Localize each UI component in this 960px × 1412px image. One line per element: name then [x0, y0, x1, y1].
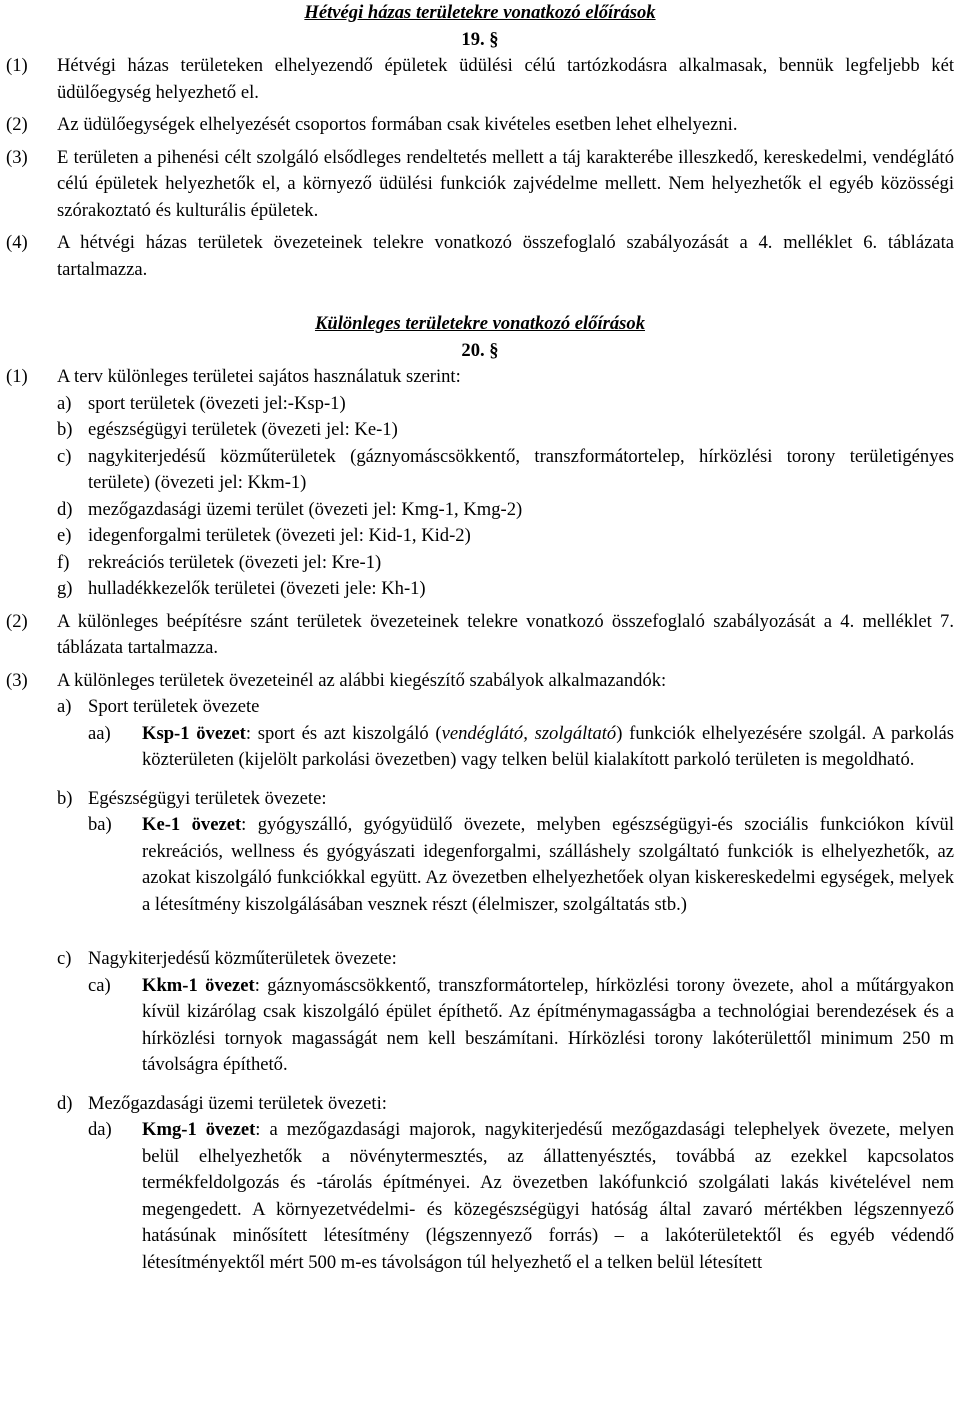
list-marker: da) — [88, 1119, 112, 1140]
paragraph-number: (1) — [6, 366, 28, 387]
s19-paragraph-1 — [6, 53, 954, 106]
list-marker: a) — [57, 392, 72, 414]
zone-code: Kkm-1 övezet — [142, 974, 255, 996]
zone-code: Kmg-1 övezet — [142, 1119, 256, 1140]
zone-text: ) funkciók elhelyezésére szolgál. A parkolás közterületen (kijelölt parkolási övezetben) vagy telken belül kialakított parkoló területen is megoldható. — [142, 722, 954, 770]
s20-paragraph-3 — [6, 668, 954, 695]
sub-item-ca — [6, 973, 954, 1079]
list-item-text: sport területek (övezeti jel:-Ksp-1) — [88, 392, 346, 414]
list-marker: b) — [57, 419, 73, 440]
list-item-text: Mezőgazdasági üzemi területek övezeti: — [88, 1092, 387, 1114]
sub-item-ba — [6, 812, 954, 918]
s19-paragraph-2 — [6, 112, 954, 139]
list-item — [6, 391, 954, 418]
zone-code: Ke-1 övezet — [142, 814, 242, 835]
s19-paragraph-4 — [6, 230, 954, 283]
paragraph-text: Az üdülőegységek elhelyezését csoportos formában csak kivételes esetben lehet elhelyezni. — [57, 114, 738, 135]
paragraph-text: E területen a pihenési célt szolgáló elsődleges rendeltetés mellett a táj karakterébe illeszkedő, kereskedelmi, vendéglátó célú épületek helyezhetők el, a környező üdülési funkciók zajvédelme mellett. Nem helyezhetők el egyéb közösségi szórakoztató és kulturális épületek. — [57, 146, 954, 221]
section-20-heading: Különleges területekre vonatkozó előírások — [314, 313, 646, 334]
paragraph-text: A hétvégi házas területek övezeteinek telekre vonatkozó összefoglaló szabályozását a 4. melléklet 6. táblázata tartalmazza. — [57, 232, 954, 280]
list-item-text: rekreációs területek (övezeti jel: Kre-1) — [88, 551, 382, 573]
paragraph-number: (2) — [6, 610, 28, 632]
paragraph-number: (3) — [6, 669, 28, 691]
list-item-text: nagykiterjedésű közműterületek (gáznyomáscsökkentő, transzformátortelep, hírközlési torony területigényes területe) (övezeti jel: Kkm-1) — [88, 445, 954, 493]
sub-item-d — [6, 1091, 954, 1118]
paragraph-number: (4) — [6, 232, 28, 253]
s19-paragraph-3 — [6, 145, 954, 225]
zone-list — [6, 391, 954, 603]
list-item-text: Egészségügyi területek övezete: — [88, 787, 327, 809]
zone-text-italic: vendéglátó, szolgáltató — [441, 722, 617, 744]
paragraph-number: (1) — [6, 55, 28, 76]
list-item-text: Sport területek övezete — [88, 696, 260, 717]
list-item-text: idegenforgalmi területek (övezeti jel: Kid-1, Kid-2) — [88, 525, 471, 546]
sub-item-c — [6, 946, 954, 973]
list-item-text: egészségügyi területek (övezeti jel: Ke-1) — [88, 419, 398, 440]
list-marker: aa) — [88, 722, 111, 744]
list-marker: d) — [57, 1092, 73, 1114]
list-item-text: Nagykiterjedésű közműterületek övezete: — [88, 948, 397, 969]
sub-item-da — [6, 1117, 954, 1276]
section-19-heading: Hétvégi házas területekre vonatkozó előírások — [304, 2, 656, 23]
paragraph-text: A különleges beépítésre szánt területek övezeteinek telekre vonatkozó összefoglaló szabályozását a 4. melléklet 7. táblázata tartalmazza. — [57, 610, 954, 658]
list-item — [6, 497, 954, 524]
section-19-number: 19. § — [461, 28, 499, 50]
paragraph-text: Hétvégi házas területeken elhelyezendő épületek üdülési célú tartózkodásra alkalmasak, bennük legfeljebb két üdülőegység helyezhető el. — [57, 55, 954, 103]
list-item — [6, 576, 954, 603]
paragraph-number: (3) — [6, 146, 28, 168]
zone-code: Ksp-1 övezet — [142, 722, 246, 744]
s20-paragraph-2 — [6, 609, 954, 662]
paragraph-number: (2) — [6, 114, 28, 135]
sub-item-b — [6, 786, 954, 813]
list-marker: d) — [57, 498, 73, 520]
list-item — [6, 417, 954, 444]
sub-item-aa — [6, 721, 954, 774]
list-marker: ba) — [88, 814, 112, 835]
list-marker: a) — [57, 696, 72, 717]
s20-paragraph-1 — [6, 364, 954, 391]
paragraph-text: A különleges területek övezeteinél az alábbi kiegészítő szabályok alkalmazandók: — [57, 669, 667, 691]
list-marker: f) — [57, 551, 70, 573]
list-item — [6, 523, 954, 550]
list-item-text: hulladékkezelők területei (övezeti jele: Kh-1) — [88, 578, 426, 599]
list-item — [6, 444, 954, 497]
list-item-text: mezőgazdasági üzemi terület (övezeti jel: Kmg-1, Kmg-2) — [88, 498, 523, 520]
list-item — [6, 550, 954, 577]
list-marker: ca) — [88, 974, 111, 996]
list-marker: e) — [57, 525, 72, 546]
zone-text: : a mezőgazdasági majorok, nagykiterjedésű mezőgazdasági telephelyek övezete, melyen belül elhelyezhetők a növénytermesztés, az állattenyésztés, továbbá az ezekkel kapcsolatos termékfeldolgozás és -tárolás építményei. Az övezetben lakófunkció szolgálati lakás kivételével nem megengedett. A környezetvédelmi- és közegészségügyi hatóság által zavaró mértékben légszennyező hatásúnak minősített létesítmény (légszennyező forrás) – a lakóterületektől és egyéb védendő létesítményektől mért 500 m-es távolságon túl helyezhető el a telken belül létesített — [142, 1119, 954, 1273]
list-marker: b) — [57, 787, 73, 809]
zone-text: : gáznyomáscsökkentő, transzformátortelep, hírközlési torony övezete, ahol a műtárgyakon kívül kizárólag csak kiszolgáló épület építhető. Az építménymagasságba a technológiai berendezések és a hírközlési tornyok magasságát nem kell beszámítani. Hírközlési torony lakóterülettől minimum 250 m távolságra építhető. — [142, 974, 954, 1075]
section-20-number: 20. § — [461, 339, 499, 361]
zone-text: : sport és azt kiszolgáló ( — [245, 722, 442, 744]
list-marker: c) — [57, 445, 72, 467]
list-marker: g) — [57, 578, 73, 599]
paragraph-text: A terv különleges területei sajátos használatuk szerint: — [57, 366, 461, 387]
zone-text: : gyógyszálló, gyógyüdülő övezete, melyben egészségügyi-és szociális funkciókon kívül rekreációs, wellness és gyógyászati idegenforgalmi, szálláshely szolgáltató funkciók is elhelyezhetők, az azokat kiszolgáló funkciókkal együtt. Az övezetben elhelyezhetőek olyan kiskereskedelmi egységek, melyek a létesítmény kiszolgálásában vesznek részt (élelmiszer, szolgáltatás stb.) — [142, 814, 955, 915]
sub-item-a — [6, 694, 954, 721]
list-marker: c) — [57, 948, 72, 969]
